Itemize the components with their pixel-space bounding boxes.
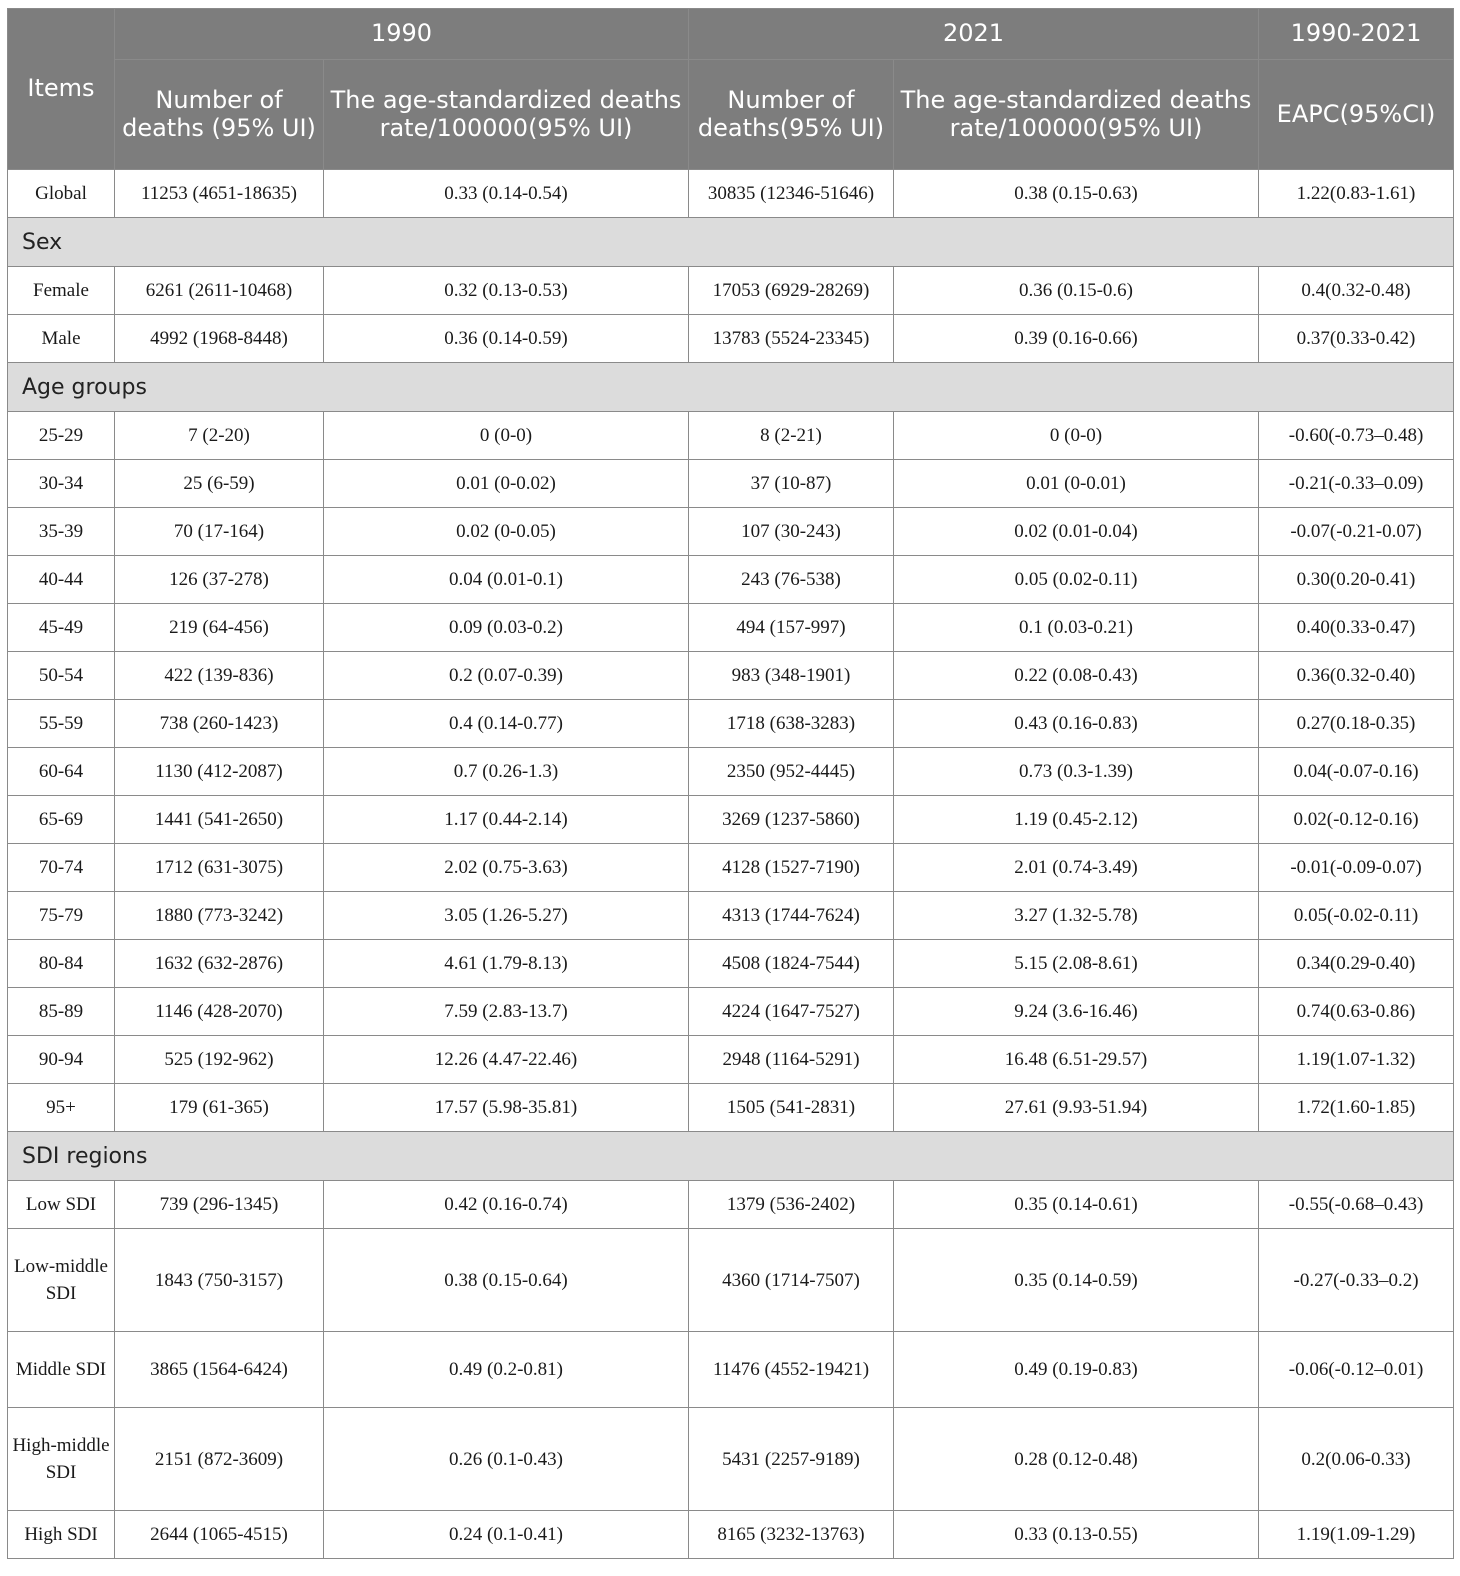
eapc-cell: 0.30(0.20-0.41) — [1259, 556, 1454, 604]
table-row — [8, 1332, 1454, 1408]
item-cell: Female — [8, 267, 115, 315]
rate-2021-cell: 0.05 (0.02-0.11) — [894, 556, 1259, 604]
rate-1990-cell: 0.02 (0-0.05) — [324, 508, 689, 556]
deaths-1990-cell: 422 (139-836) — [115, 652, 324, 700]
eapc-cell: 0.36(0.32-0.40) — [1259, 652, 1454, 700]
table-row — [8, 315, 1454, 363]
rate-1990-cell: 0.49 (0.2-0.81) — [324, 1332, 689, 1408]
rate-2021-cell: 0.1 (0.03-0.21) — [894, 604, 1259, 652]
deaths-2021-cell: 983 (348-1901) — [689, 652, 894, 700]
eapc-cell: 1.72(1.60-1.85) — [1259, 1084, 1454, 1132]
table-row — [8, 412, 1454, 460]
eapc-cell: -0.07(-0.21-0.07) — [1259, 508, 1454, 556]
table-row — [8, 700, 1454, 748]
deaths-2021-cell: 4128 (1527-7190) — [689, 844, 894, 892]
table-row — [8, 892, 1454, 940]
table-row — [8, 508, 1454, 556]
item-cell: 60-64 — [8, 748, 115, 796]
rate-1990-cell: 0.09 (0.03-0.2) — [324, 604, 689, 652]
eapc-cell: 0.4(0.32-0.48) — [1259, 267, 1454, 315]
header-year-2021: 2021 — [689, 9, 1259, 60]
rate-2021-cell: 0.35 (0.14-0.61) — [894, 1181, 1259, 1229]
deaths-1990-cell: 1843 (750-3157) — [115, 1229, 324, 1332]
deaths-2021-cell: 30835 (12346-51646) — [689, 170, 894, 218]
table-row — [8, 796, 1454, 844]
item-cell: Global — [8, 170, 115, 218]
deaths-1990-cell: 525 (192-962) — [115, 1036, 324, 1084]
item-cell: High-middle SDI — [8, 1408, 115, 1511]
deaths-1990-cell: 2151 (872-3609) — [115, 1408, 324, 1511]
deaths-2021-cell: 2948 (1164-5291) — [689, 1036, 894, 1084]
deaths-1990-cell: 1712 (631-3075) — [115, 844, 324, 892]
table-row — [8, 1511, 1454, 1559]
eapc-cell: 0.40(0.33-0.47) — [1259, 604, 1454, 652]
item-cell: 55-59 — [8, 700, 115, 748]
rate-2021-cell: 2.01 (0.74-3.49) — [894, 844, 1259, 892]
eapc-cell: 0.37(0.33-0.42) — [1259, 315, 1454, 363]
eapc-cell: -0.27(-0.33–0.2) — [1259, 1229, 1454, 1332]
item-cell: 30-34 — [8, 460, 115, 508]
eapc-cell: -0.21(-0.33–0.09) — [1259, 460, 1454, 508]
deaths-1990-cell: 2644 (1065-4515) — [115, 1511, 324, 1559]
eapc-cell: 0.74(0.63-0.86) — [1259, 988, 1454, 1036]
header-rate-1990: The age-standardized deaths rate/100000(95% UI) — [324, 60, 689, 170]
header-eapc: EAPC(95%CI) — [1259, 60, 1454, 170]
deaths-2021-cell: 4360 (1714-7507) — [689, 1229, 894, 1332]
section-row — [8, 218, 1454, 267]
rate-1990-cell: 0.7 (0.26-1.3) — [324, 748, 689, 796]
eapc-cell: 0.05(-0.02-0.11) — [1259, 892, 1454, 940]
rate-1990-cell: 0.4 (0.14-0.77) — [324, 700, 689, 748]
eapc-cell: 0.34(0.29-0.40) — [1259, 940, 1454, 988]
table-row — [8, 1084, 1454, 1132]
deaths-2021-cell: 2350 (952-4445) — [689, 748, 894, 796]
rate-1990-cell: 0 (0-0) — [324, 412, 689, 460]
deaths-1990-cell: 70 (17-164) — [115, 508, 324, 556]
deaths-2021-cell: 8 (2-21) — [689, 412, 894, 460]
item-cell: High SDI — [8, 1511, 115, 1559]
item-cell: Middle SDI — [8, 1332, 115, 1408]
eapc-cell: -0.06(-0.12–0.01) — [1259, 1332, 1454, 1408]
item-cell: 75-79 — [8, 892, 115, 940]
section-title: SDI regions — [8, 1132, 1454, 1181]
rate-1990-cell: 7.59 (2.83-13.7) — [324, 988, 689, 1036]
rate-2021-cell: 0.38 (0.15-0.63) — [894, 170, 1259, 218]
rate-1990-cell: 1.17 (0.44-2.14) — [324, 796, 689, 844]
deaths-1990-cell: 4992 (1968-8448) — [115, 315, 324, 363]
item-cell: 35-39 — [8, 508, 115, 556]
eapc-cell: 0.04(-0.07-0.16) — [1259, 748, 1454, 796]
rate-2021-cell: 1.19 (0.45-2.12) — [894, 796, 1259, 844]
deaths-2021-cell: 11476 (4552-19421) — [689, 1332, 894, 1408]
deaths-2021-cell: 243 (76-538) — [689, 556, 894, 604]
rate-2021-cell: 0.33 (0.13-0.55) — [894, 1511, 1259, 1559]
eapc-cell: 1.19(1.07-1.32) — [1259, 1036, 1454, 1084]
rate-1990-cell: 0.42 (0.16-0.74) — [324, 1181, 689, 1229]
table-row — [8, 988, 1454, 1036]
deaths-2021-cell: 494 (157-997) — [689, 604, 894, 652]
table-row — [8, 652, 1454, 700]
deaths-1990-cell: 3865 (1564-6424) — [115, 1332, 324, 1408]
rate-1990-cell: 0.04 (0.01-0.1) — [324, 556, 689, 604]
deaths-1990-cell: 6261 (2611-10468) — [115, 267, 324, 315]
deaths-1990-cell: 126 (37-278) — [115, 556, 324, 604]
deaths-1990-cell: 1880 (773-3242) — [115, 892, 324, 940]
table-row — [8, 844, 1454, 892]
header-deaths-1990: Number of deaths (95% UI) — [115, 60, 324, 170]
table-row — [8, 748, 1454, 796]
rate-2021-cell: 9.24 (3.6-16.46) — [894, 988, 1259, 1036]
table-row — [8, 170, 1454, 218]
deaths-2021-cell: 3269 (1237-5860) — [689, 796, 894, 844]
deaths-2021-cell: 1505 (541-2831) — [689, 1084, 894, 1132]
rate-2021-cell: 27.61 (9.93-51.94) — [894, 1084, 1259, 1132]
deaths-1990-cell: 25 (6-59) — [115, 460, 324, 508]
rate-2021-cell: 0.02 (0.01-0.04) — [894, 508, 1259, 556]
eapc-cell: -0.01(-0.09-0.07) — [1259, 844, 1454, 892]
rate-1990-cell: 17.57 (5.98-35.81) — [324, 1084, 689, 1132]
deaths-1990-cell: 7 (2-20) — [115, 412, 324, 460]
deaths-1990-cell: 11253 (4651-18635) — [115, 170, 324, 218]
rate-1990-cell: 0.33 (0.14-0.54) — [324, 170, 689, 218]
table-row — [8, 556, 1454, 604]
rate-2021-cell: 16.48 (6.51-29.57) — [894, 1036, 1259, 1084]
eapc-cell: -0.60(-0.73–0.48) — [1259, 412, 1454, 460]
rate-2021-cell: 5.15 (2.08-8.61) — [894, 940, 1259, 988]
header-year-1990: 1990 — [115, 9, 689, 60]
rate-2021-cell: 0.73 (0.3-1.39) — [894, 748, 1259, 796]
item-cell: 40-44 — [8, 556, 115, 604]
rate-1990-cell: 0.32 (0.13-0.53) — [324, 267, 689, 315]
rate-1990-cell: 0.26 (0.1-0.43) — [324, 1408, 689, 1511]
rate-2021-cell: 0.01 (0-0.01) — [894, 460, 1259, 508]
rate-2021-cell: 0 (0-0) — [894, 412, 1259, 460]
table-row — [8, 604, 1454, 652]
table-row — [8, 460, 1454, 508]
deaths-2021-cell: 1379 (536-2402) — [689, 1181, 894, 1229]
item-cell: 85-89 — [8, 988, 115, 1036]
section-title: Sex — [8, 218, 1454, 267]
item-cell: Low SDI — [8, 1181, 115, 1229]
rate-2021-cell: 0.28 (0.12-0.48) — [894, 1408, 1259, 1511]
section-row — [8, 1132, 1454, 1181]
rate-1990-cell: 0.01 (0-0.02) — [324, 460, 689, 508]
rate-2021-cell: 0.39 (0.16-0.66) — [894, 315, 1259, 363]
rate-2021-cell: 0.43 (0.16-0.83) — [894, 700, 1259, 748]
rate-2021-cell: 3.27 (1.32-5.78) — [894, 892, 1259, 940]
rate-1990-cell: 3.05 (1.26-5.27) — [324, 892, 689, 940]
eapc-cell: 1.22(0.83-1.61) — [1259, 170, 1454, 218]
deaths-2021-cell: 4313 (1744-7624) — [689, 892, 894, 940]
table-body — [8, 170, 1454, 1559]
rate-1990-cell: 12.26 (4.47-22.46) — [324, 1036, 689, 1084]
item-cell: 25-29 — [8, 412, 115, 460]
deaths-1990-cell: 738 (260-1423) — [115, 700, 324, 748]
eapc-cell: -0.55(-0.68–0.43) — [1259, 1181, 1454, 1229]
item-cell: 45-49 — [8, 604, 115, 652]
item-cell: 90-94 — [8, 1036, 115, 1084]
item-cell: Low-middle SDI — [8, 1229, 115, 1332]
header-rate-2021: The age-standardized deaths rate/100000(95% UI) — [894, 60, 1259, 170]
rate-2021-cell: 0.49 (0.19-0.83) — [894, 1332, 1259, 1408]
deaths-2021-cell: 5431 (2257-9189) — [689, 1408, 894, 1511]
rate-1990-cell: 0.2 (0.07-0.39) — [324, 652, 689, 700]
table-row — [8, 1036, 1454, 1084]
eapc-cell: 1.19(1.09-1.29) — [1259, 1511, 1454, 1559]
item-cell: 50-54 — [8, 652, 115, 700]
table-header — [8, 9, 1454, 170]
rate-1990-cell: 0.38 (0.15-0.64) — [324, 1229, 689, 1332]
item-cell: 70-74 — [8, 844, 115, 892]
header-deaths-2021: Number of deaths(95% UI) — [689, 60, 894, 170]
data-table — [7, 8, 1454, 1559]
eapc-cell: 0.02(-0.12-0.16) — [1259, 796, 1454, 844]
rate-1990-cell: 0.36 (0.14-0.59) — [324, 315, 689, 363]
eapc-cell: 0.2(0.06-0.33) — [1259, 1408, 1454, 1511]
deaths-2021-cell: 13783 (5524-23345) — [689, 315, 894, 363]
header-items: Items — [8, 9, 115, 170]
rate-1990-cell: 4.61 (1.79-8.13) — [324, 940, 689, 988]
table-row — [8, 267, 1454, 315]
item-cell: 95+ — [8, 1084, 115, 1132]
section-row — [8, 363, 1454, 412]
deaths-2021-cell: 4224 (1647-7527) — [689, 988, 894, 1036]
deaths-1990-cell: 1130 (412-2087) — [115, 748, 324, 796]
deaths-1990-cell: 739 (296-1345) — [115, 1181, 324, 1229]
deaths-2021-cell: 8165 (3232-13763) — [689, 1511, 894, 1559]
deaths-2021-cell: 1718 (638-3283) — [689, 700, 894, 748]
table-row — [8, 1229, 1454, 1332]
rate-2021-cell: 0.36 (0.15-0.6) — [894, 267, 1259, 315]
rate-1990-cell: 2.02 (0.75-3.63) — [324, 844, 689, 892]
deaths-2021-cell: 37 (10-87) — [689, 460, 894, 508]
deaths-1990-cell: 1441 (541-2650) — [115, 796, 324, 844]
item-cell: Male — [8, 315, 115, 363]
deaths-1990-cell: 1146 (428-2070) — [115, 988, 324, 1036]
item-cell: 80-84 — [8, 940, 115, 988]
header-period: 1990-2021 — [1259, 9, 1454, 60]
deaths-1990-cell: 1632 (632-2876) — [115, 940, 324, 988]
item-cell: 65-69 — [8, 796, 115, 844]
deaths-2021-cell: 17053 (6929-28269) — [689, 267, 894, 315]
deaths-2021-cell: 4508 (1824-7544) — [689, 940, 894, 988]
deaths-1990-cell: 219 (64-456) — [115, 604, 324, 652]
deaths-1990-cell: 179 (61-365) — [115, 1084, 324, 1132]
table-row — [8, 940, 1454, 988]
table-row — [8, 1181, 1454, 1229]
table-row — [8, 1408, 1454, 1511]
rate-2021-cell: 0.22 (0.08-0.43) — [894, 652, 1259, 700]
deaths-2021-cell: 107 (30-243) — [689, 508, 894, 556]
eapc-cell: 0.27(0.18-0.35) — [1259, 700, 1454, 748]
section-title: Age groups — [8, 363, 1454, 412]
rate-1990-cell: 0.24 (0.1-0.41) — [324, 1511, 689, 1559]
rate-2021-cell: 0.35 (0.14-0.59) — [894, 1229, 1259, 1332]
